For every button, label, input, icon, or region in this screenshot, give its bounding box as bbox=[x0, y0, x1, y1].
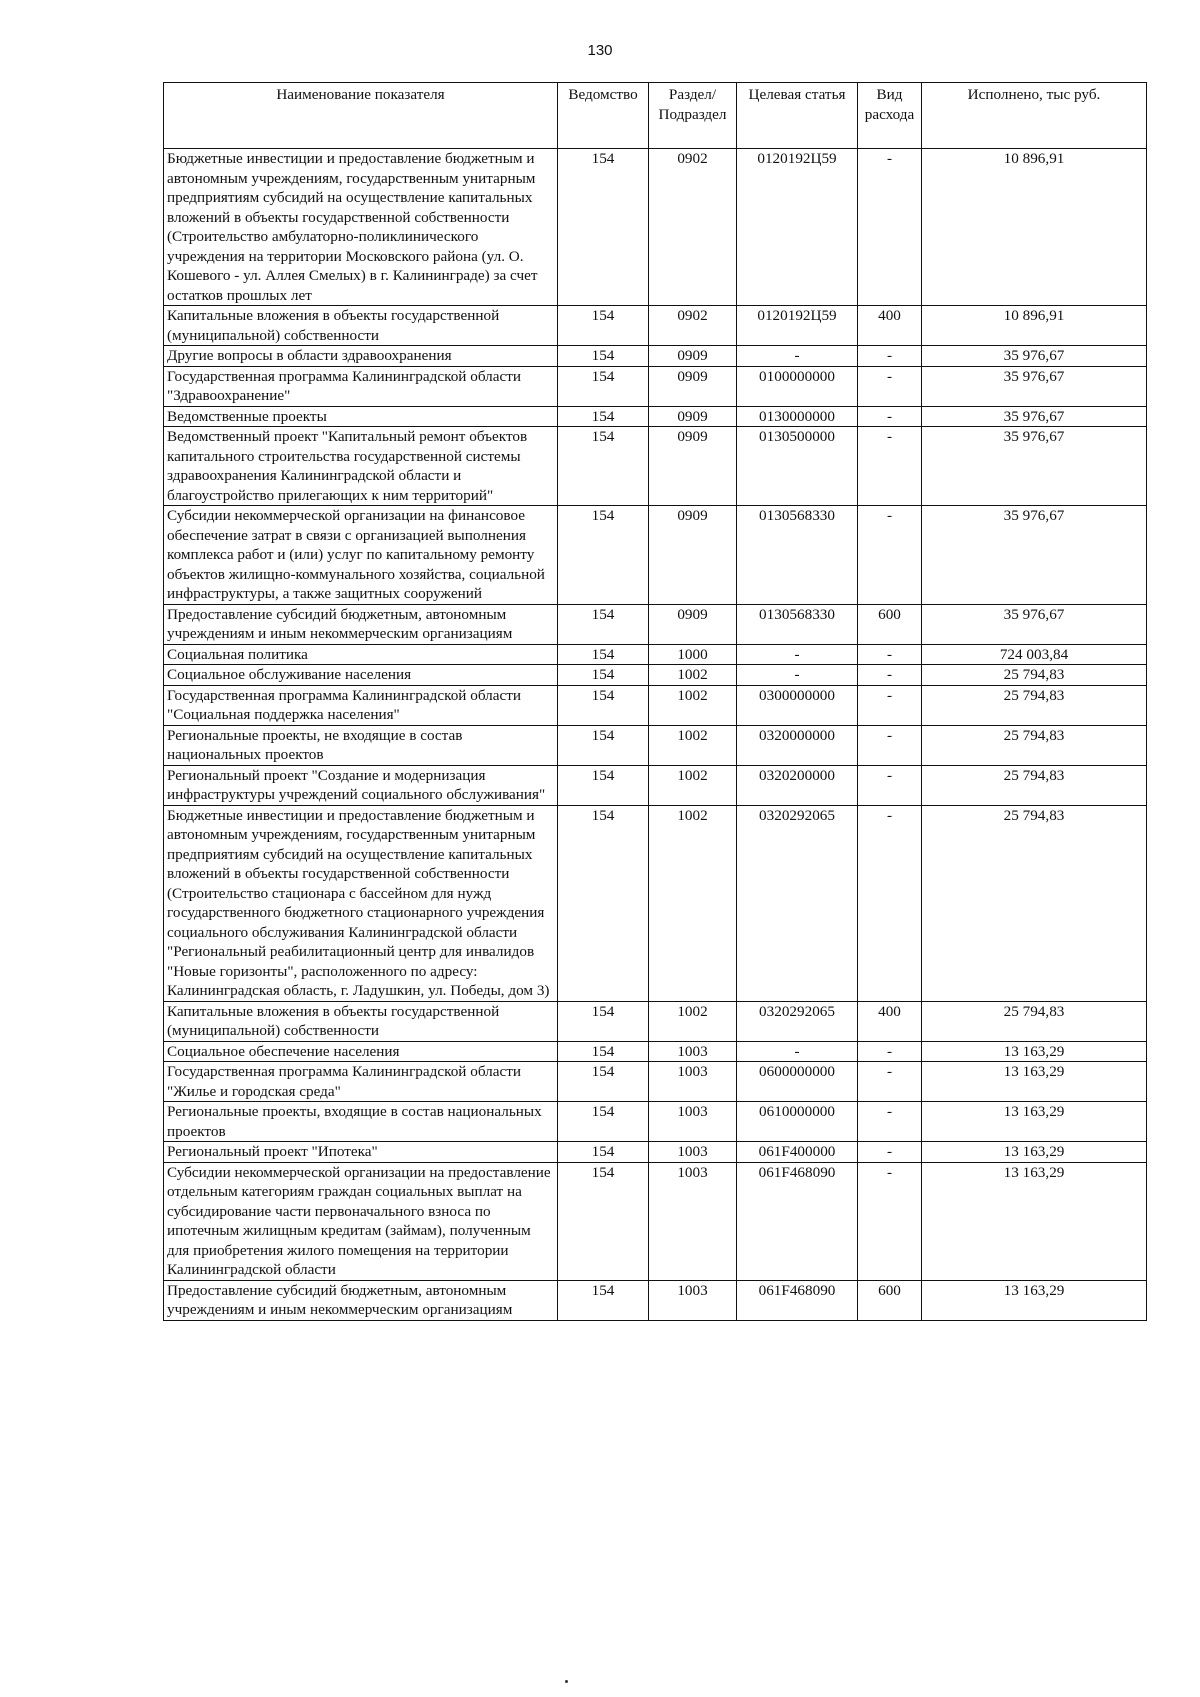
table-row bbox=[164, 725, 1147, 765]
row-department: 154 bbox=[558, 149, 649, 306]
row-name: Другие вопросы в области здравоохранения bbox=[164, 346, 558, 367]
table-row bbox=[164, 406, 1147, 427]
row-target-article: 0600000000 bbox=[737, 1062, 858, 1102]
row-target-article: - bbox=[737, 644, 858, 665]
row-name: Субсидии некоммерческой организации на финансовое обеспечение затрат в связи с организацией выполнения комплекса работ и (или) услуг по капитальному ремонту объектов жилищно-коммунального хозяйства, социальной инфраструктуры, а также защитных сооружений bbox=[164, 506, 558, 605]
row-target-article: 0610000000 bbox=[737, 1102, 858, 1142]
table-row bbox=[164, 805, 1147, 1001]
budget-table bbox=[163, 82, 1147, 1321]
table-row bbox=[164, 366, 1147, 406]
row-section: 0909 bbox=[649, 604, 737, 644]
row-name: Региональный проект "Ипотека" bbox=[164, 1142, 558, 1163]
row-department: 154 bbox=[558, 306, 649, 346]
row-department: 154 bbox=[558, 685, 649, 725]
row-executed-amount: 25 794,83 bbox=[922, 725, 1147, 765]
table-row bbox=[164, 346, 1147, 367]
row-target-article: 0320200000 bbox=[737, 765, 858, 805]
row-section: 0909 bbox=[649, 346, 737, 367]
row-section: 1003 bbox=[649, 1062, 737, 1102]
row-executed-amount: 13 163,29 bbox=[922, 1280, 1147, 1320]
row-target-article: 061F400000 bbox=[737, 1142, 858, 1163]
header-section: Раздел/ Подраздел bbox=[649, 83, 737, 149]
row-section: 1002 bbox=[649, 805, 737, 1001]
row-section: 0909 bbox=[649, 366, 737, 406]
row-executed-amount: 25 794,83 bbox=[922, 765, 1147, 805]
table-row bbox=[164, 1062, 1147, 1102]
row-executed-amount: 35 976,67 bbox=[922, 427, 1147, 506]
row-name: Бюджетные инвестиции и предоставление бюджетным и автономным учреждениям, государственным унитарным предприятиям субсидий на осуществление капитальных вложений в объекты государственной собственности (Строительство стационара с бассейном для нужд государственного бюджетного стационарного учреждения социального обслуживания Калининградской области "Региональный реабилитационный центр для инвалидов "Новые горизонты", расположенного по адресу: Калининградская область, г. Ладушкин, ул. Победы, дом 3) bbox=[164, 805, 558, 1001]
header-name: Наименование показателя bbox=[164, 83, 558, 149]
row-target-article: 0320292065 bbox=[737, 805, 858, 1001]
row-expense-type: - bbox=[858, 1142, 922, 1163]
table-row bbox=[164, 149, 1147, 306]
row-department: 154 bbox=[558, 725, 649, 765]
row-department: 154 bbox=[558, 406, 649, 427]
row-executed-amount: 35 976,67 bbox=[922, 406, 1147, 427]
row-expense-type: - bbox=[858, 427, 922, 506]
row-target-article: 0130568330 bbox=[737, 506, 858, 605]
row-executed-amount: 35 976,67 bbox=[922, 366, 1147, 406]
row-executed-amount: 25 794,83 bbox=[922, 805, 1147, 1001]
row-target-article: 0100000000 bbox=[737, 366, 858, 406]
row-section: 1002 bbox=[649, 665, 737, 686]
header-executed-amount: Исполнено, тыс руб. bbox=[922, 83, 1147, 149]
header-department: Ведомство bbox=[558, 83, 649, 149]
row-executed-amount: 13 163,29 bbox=[922, 1041, 1147, 1062]
table-row bbox=[164, 1142, 1147, 1163]
row-department: 154 bbox=[558, 1041, 649, 1062]
row-name: Региональный проект "Создание и модернизация инфраструктуры учреждений социального обслуживания" bbox=[164, 765, 558, 805]
row-expense-type: - bbox=[858, 725, 922, 765]
table-row bbox=[164, 506, 1147, 605]
row-name: Социальная политика bbox=[164, 644, 558, 665]
row-name: Социальное обслуживание населения bbox=[164, 665, 558, 686]
row-expense-type: - bbox=[858, 1062, 922, 1102]
row-section: 0909 bbox=[649, 506, 737, 605]
row-target-article: 0120192Ц59 bbox=[737, 149, 858, 306]
row-expense-type: - bbox=[858, 644, 922, 665]
row-name: Предоставление субсидий бюджетным, автономным учреждениям и иным некоммерческим организациям bbox=[164, 604, 558, 644]
row-name: Государственная программа Калининградской области "Здравоохранение" bbox=[164, 366, 558, 406]
table-row bbox=[164, 306, 1147, 346]
row-department: 154 bbox=[558, 644, 649, 665]
row-executed-amount: 724 003,84 bbox=[922, 644, 1147, 665]
row-department: 154 bbox=[558, 665, 649, 686]
row-target-article: 0320000000 bbox=[737, 725, 858, 765]
row-section: 1000 bbox=[649, 644, 737, 665]
row-expense-type: - bbox=[858, 1102, 922, 1142]
row-section: 1003 bbox=[649, 1142, 737, 1163]
row-target-article: 0120192Ц59 bbox=[737, 306, 858, 346]
row-target-article: 0130500000 bbox=[737, 427, 858, 506]
row-department: 154 bbox=[558, 427, 649, 506]
row-target-article: 0320292065 bbox=[737, 1001, 858, 1041]
row-section: 1002 bbox=[649, 765, 737, 805]
page-number: 130 bbox=[587, 42, 613, 59]
row-name: Государственная программа Калининградской области "Социальная поддержка населения" bbox=[164, 685, 558, 725]
table-row bbox=[164, 644, 1147, 665]
header-target-article: Целевая статья bbox=[737, 83, 858, 149]
row-executed-amount: 13 163,29 bbox=[922, 1102, 1147, 1142]
row-executed-amount: 25 794,83 bbox=[922, 665, 1147, 686]
row-target-article: 061F468090 bbox=[737, 1280, 858, 1320]
row-department: 154 bbox=[558, 1142, 649, 1163]
row-name: Государственная программа Калининградской области "Жилье и городская среда" bbox=[164, 1062, 558, 1102]
row-name: Региональные проекты, входящие в состав национальных проектов bbox=[164, 1102, 558, 1142]
row-name: Социальное обеспечение населения bbox=[164, 1041, 558, 1062]
table-row bbox=[164, 685, 1147, 725]
row-target-article: 0130568330 bbox=[737, 604, 858, 644]
row-department: 154 bbox=[558, 1280, 649, 1320]
row-department: 154 bbox=[558, 604, 649, 644]
row-name: Предоставление субсидий бюджетным, автономным учреждениям и иным некоммерческим организациям bbox=[164, 1280, 558, 1320]
row-target-article: 0300000000 bbox=[737, 685, 858, 725]
row-expense-type: - bbox=[858, 149, 922, 306]
row-executed-amount: 35 976,67 bbox=[922, 604, 1147, 644]
row-executed-amount: 25 794,83 bbox=[922, 1001, 1147, 1041]
row-department: 154 bbox=[558, 506, 649, 605]
row-section: 1002 bbox=[649, 685, 737, 725]
row-department: 154 bbox=[558, 1001, 649, 1041]
row-department: 154 bbox=[558, 805, 649, 1001]
table-row bbox=[164, 1102, 1147, 1142]
row-section: 0902 bbox=[649, 149, 737, 306]
row-executed-amount: 10 896,91 bbox=[922, 149, 1147, 306]
table-row bbox=[164, 1041, 1147, 1062]
table-row bbox=[164, 1162, 1147, 1280]
row-name: Ведомственный проект "Капитальный ремонт объектов капитального строительства государственной системы здравоохранения Калининградской области и благоустройство прилегающих к ним территорий" bbox=[164, 427, 558, 506]
row-expense-type: - bbox=[858, 685, 922, 725]
table-header-row bbox=[164, 83, 1147, 149]
table-row bbox=[164, 427, 1147, 506]
table-row bbox=[164, 1001, 1147, 1041]
row-department: 154 bbox=[558, 1062, 649, 1102]
scan-dot bbox=[565, 1680, 568, 1683]
row-executed-amount: 10 896,91 bbox=[922, 306, 1147, 346]
row-section: 1003 bbox=[649, 1162, 737, 1280]
row-section: 1003 bbox=[649, 1280, 737, 1320]
row-department: 154 bbox=[558, 346, 649, 367]
row-name: Субсидии некоммерческой организации на предоставление отдельным категориям граждан социальных выплат на субсидирование части первоначального взноса по ипотечным жилищным кредитам (займам), полученным для приобретения жилого помещения на территории Калининградской области bbox=[164, 1162, 558, 1280]
row-name: Региональные проекты, не входящие в состав национальных проектов bbox=[164, 725, 558, 765]
row-section: 1002 bbox=[649, 725, 737, 765]
row-name: Капитальные вложения в объекты государственной (муниципальной) собственности bbox=[164, 306, 558, 346]
row-name: Капитальные вложения в объекты государственной (муниципальной) собственности bbox=[164, 1001, 558, 1041]
row-section: 1003 bbox=[649, 1041, 737, 1062]
row-expense-type: - bbox=[858, 366, 922, 406]
row-expense-type: 400 bbox=[858, 306, 922, 346]
row-expense-type: - bbox=[858, 765, 922, 805]
row-executed-amount: 35 976,67 bbox=[922, 346, 1147, 367]
table-row bbox=[164, 604, 1147, 644]
row-name: Бюджетные инвестиции и предоставление бюджетным и автономным учреждениям, государственным унитарным предприятиям субсидий на осуществление капитальных вложений в объекты государственной собственности (Строительство амбулаторно-поликлинического учреждения на территории Московского района (ул. О. Кошевого - ул. Аллея Смелых) в г. Калининграде) за счет остатков прошлых лет bbox=[164, 149, 558, 306]
row-target-article: - bbox=[737, 665, 858, 686]
row-executed-amount: 13 163,29 bbox=[922, 1142, 1147, 1163]
row-section: 0909 bbox=[649, 406, 737, 427]
row-expense-type: - bbox=[858, 1162, 922, 1280]
row-expense-type: - bbox=[858, 346, 922, 367]
row-section: 0902 bbox=[649, 306, 737, 346]
row-executed-amount: 13 163,29 bbox=[922, 1062, 1147, 1102]
row-executed-amount: 25 794,83 bbox=[922, 685, 1147, 725]
row-expense-type: 600 bbox=[858, 1280, 922, 1320]
row-expense-type: - bbox=[858, 406, 922, 427]
row-executed-amount: 35 976,67 bbox=[922, 506, 1147, 605]
row-section: 0909 bbox=[649, 427, 737, 506]
row-section: 1003 bbox=[649, 1102, 737, 1142]
row-department: 154 bbox=[558, 1102, 649, 1142]
row-executed-amount: 13 163,29 bbox=[922, 1162, 1147, 1280]
table-row bbox=[164, 765, 1147, 805]
row-expense-type: 400 bbox=[858, 1001, 922, 1041]
row-department: 154 bbox=[558, 765, 649, 805]
row-expense-type: 600 bbox=[858, 604, 922, 644]
header-expense-type: Вид расхода bbox=[858, 83, 922, 149]
row-name: Ведомственные проекты bbox=[164, 406, 558, 427]
table-row bbox=[164, 1280, 1147, 1320]
table-row bbox=[164, 665, 1147, 686]
row-expense-type: - bbox=[858, 1041, 922, 1062]
row-section: 1002 bbox=[649, 1001, 737, 1041]
row-target-article: 061F468090 bbox=[737, 1162, 858, 1280]
row-expense-type: - bbox=[858, 805, 922, 1001]
row-expense-type: - bbox=[858, 665, 922, 686]
row-target-article: - bbox=[737, 1041, 858, 1062]
row-target-article: 0130000000 bbox=[737, 406, 858, 427]
row-expense-type: - bbox=[858, 506, 922, 605]
row-department: 154 bbox=[558, 1162, 649, 1280]
row-target-article: - bbox=[737, 346, 858, 367]
row-department: 154 bbox=[558, 366, 649, 406]
